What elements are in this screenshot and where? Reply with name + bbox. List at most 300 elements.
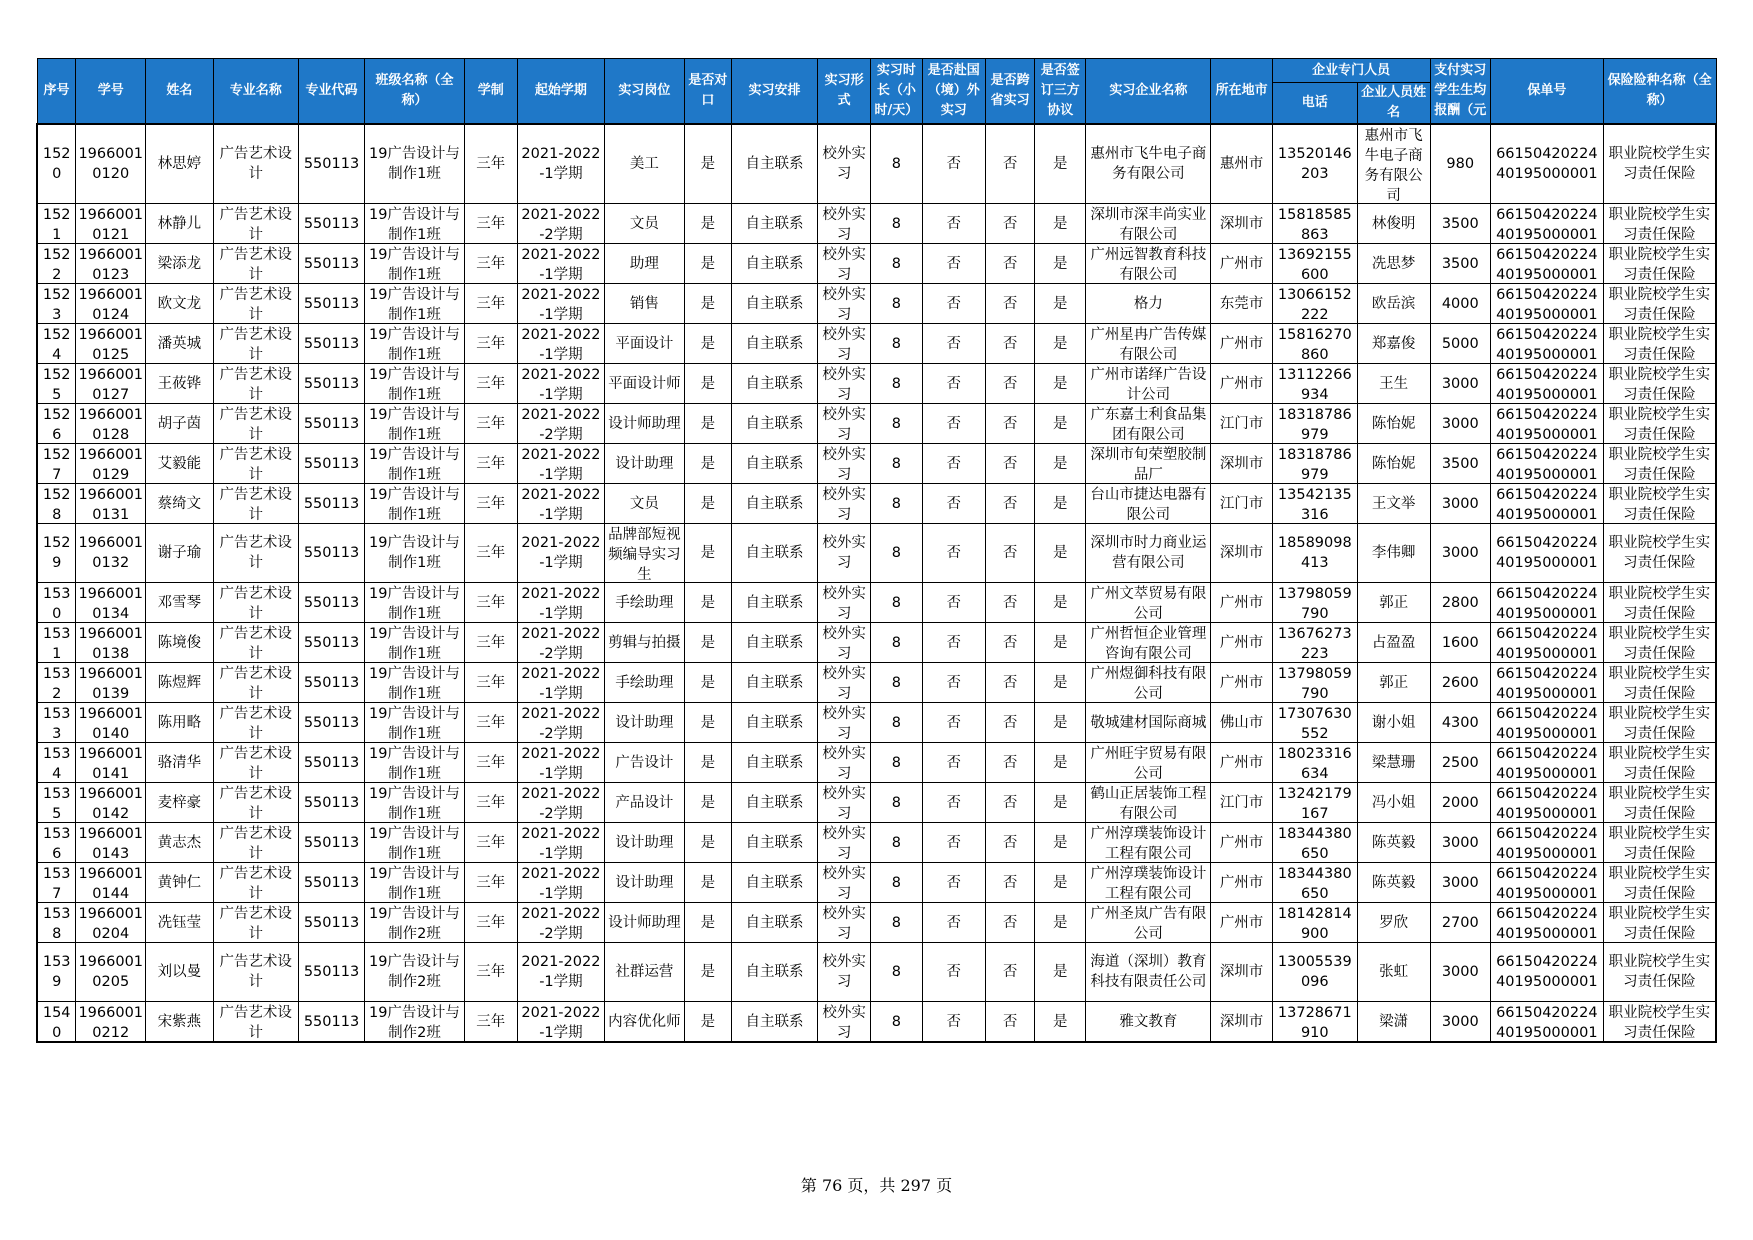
cell-position-text: 设计助理 — [615, 834, 674, 851]
cell-agreement — [1035, 663, 1086, 703]
cell-position — [604, 524, 684, 583]
cell-insurance-text: 职业院校学生实习责任保险 — [1608, 1004, 1711, 1041]
cell-cross-province — [986, 284, 1035, 324]
cell-arrangement-text: 自主联系 — [745, 964, 804, 980]
cell-cross-province — [986, 444, 1035, 484]
cell-city — [1211, 324, 1272, 364]
cell-start-term — [517, 823, 604, 863]
cell-policy — [1490, 484, 1603, 524]
cell-major-code-text: 550113 — [303, 964, 360, 980]
cell-arrangement-text: 自主联系 — [745, 156, 804, 172]
cell-policy-text: 6615042022440195000001 — [1496, 865, 1598, 902]
cell-phone-text: 13005539096 — [1277, 954, 1352, 990]
cell-insurance-text: 职业院校学生实习责任保险 — [1608, 625, 1711, 662]
cell-major-code-text: 550113 — [303, 255, 360, 272]
cell-class — [365, 863, 464, 903]
cell-phone-text: 18142814900 — [1277, 905, 1352, 942]
cell-city — [1211, 663, 1272, 703]
cell-city-text: 江门市 — [1219, 495, 1264, 512]
cell-hours-text: 8 — [891, 914, 901, 931]
table-row — [37, 703, 1716, 743]
cell-pay-text: 3000 — [1441, 495, 1479, 512]
cell-duration-text: 三年 — [476, 545, 506, 561]
cell-company — [1086, 903, 1211, 943]
cell-student-id — [76, 703, 146, 743]
cell-phone-text: 13112266934 — [1277, 366, 1352, 403]
cell-abroad-text: 否 — [946, 495, 961, 512]
cell-student-id-text: 19660010204 — [78, 905, 144, 942]
cell-class — [365, 583, 464, 623]
cell-hours — [871, 703, 922, 743]
cell-agreement-text: 是 — [1053, 794, 1068, 811]
cell-contact — [1357, 484, 1430, 524]
cell-student-id — [76, 783, 146, 823]
cell-city — [1211, 703, 1272, 743]
cell-policy-text: 6615042022440195000001 — [1496, 486, 1598, 523]
cell-arrangement-text: 自主联系 — [745, 674, 804, 691]
cell-start-term — [517, 663, 604, 703]
cell-major-code — [298, 484, 365, 524]
cell-name — [146, 444, 214, 484]
cell-hours-text: 8 — [891, 964, 901, 980]
cell-cross-province — [986, 583, 1035, 623]
cell-duration — [464, 1002, 517, 1043]
cell-company — [1086, 484, 1211, 524]
cell-city — [1211, 1002, 1272, 1043]
cell-insurance — [1603, 444, 1716, 484]
cell-start-term-text: 2021-2022-1学期 — [521, 1004, 601, 1041]
cell-matched-text: 是 — [700, 295, 716, 312]
cell-major-text: 广告艺术设计 — [219, 206, 292, 243]
cell-major — [213, 284, 298, 324]
header-student-id: 学号 — [76, 59, 146, 125]
cell-agreement-text: 是 — [1053, 545, 1068, 561]
cell-student-id — [76, 284, 146, 324]
header-duration: 学制 — [464, 59, 517, 125]
cell-insurance-text: 职业院校学生实习责任保险 — [1608, 486, 1711, 523]
cell-insurance — [1603, 124, 1716, 204]
cell-policy — [1490, 204, 1603, 244]
cell-agreement-text: 是 — [1053, 375, 1068, 392]
cell-phone — [1272, 484, 1357, 524]
cell-position-text: 内容优化师 — [608, 1013, 681, 1030]
cell-hours-text: 8 — [891, 834, 901, 851]
cell-matched — [684, 623, 731, 663]
cell-name-text: 林思婷 — [157, 156, 202, 172]
cell-arrangement-text: 自主联系 — [745, 714, 804, 731]
cell-abroad-text: 否 — [946, 375, 961, 392]
cell-form — [818, 124, 871, 204]
cell-student-id — [76, 204, 146, 244]
cell-company-text: 广东嘉士利食品集团有限公司 — [1090, 406, 1207, 443]
cell-position — [604, 743, 684, 783]
cell-seq-text: 1534 — [42, 745, 71, 782]
cell-abroad-text: 否 — [946, 1013, 961, 1030]
cell-policy — [1490, 124, 1603, 204]
cell-name — [146, 524, 214, 583]
cell-name — [146, 903, 214, 943]
cell-name-text: 陈境俊 — [157, 634, 202, 651]
table-row — [37, 583, 1716, 623]
cell-duration-text: 三年 — [476, 834, 506, 851]
cell-name-text: 王莜铧 — [157, 375, 202, 392]
cell-arrangement-text: 自主联系 — [745, 495, 804, 512]
cell-city — [1211, 863, 1272, 903]
cell-policy — [1490, 284, 1603, 324]
cell-cross-province — [986, 703, 1035, 743]
cell-pay-text: 2500 — [1441, 754, 1479, 771]
cell-student-id-text: 19660010143 — [78, 825, 144, 862]
cell-start-term-text: 2021-2022-2学期 — [521, 705, 601, 742]
cell-agreement — [1035, 404, 1086, 444]
table-row — [37, 404, 1716, 444]
cell-arrangement-text: 自主联系 — [745, 914, 804, 931]
cell-contact-text: 郑嘉俊 — [1371, 335, 1416, 352]
cell-hours — [871, 783, 922, 823]
cell-policy — [1490, 663, 1603, 703]
cell-contact — [1357, 524, 1430, 583]
cell-start-term — [517, 903, 604, 943]
cell-position-text: 品牌部短视频编导实习生 — [608, 526, 681, 582]
cell-position — [604, 124, 684, 204]
cell-duration-text: 三年 — [476, 255, 506, 272]
cell-pay-text: 3500 — [1441, 215, 1479, 232]
cell-seq-text: 1521 — [42, 206, 71, 243]
cell-form — [818, 863, 871, 903]
cell-cross-province — [986, 943, 1035, 1002]
cell-class — [365, 783, 464, 823]
cell-form — [818, 244, 871, 284]
cell-hours-text: 8 — [891, 335, 901, 352]
cell-major-code — [298, 204, 365, 244]
cell-student-id-text: 19660010142 — [78, 785, 144, 822]
cell-contact-text: 郭正 — [1379, 674, 1409, 691]
cell-major-text: 广告艺术设计 — [219, 954, 292, 990]
cell-major-code-text: 550113 — [303, 335, 360, 352]
cell-start-term — [517, 943, 604, 1002]
cell-student-id-text: 19660010127 — [78, 366, 144, 403]
cell-abroad-text: 否 — [946, 455, 961, 472]
cell-hours-text: 8 — [891, 295, 901, 312]
cell-cross-province-text: 否 — [1002, 874, 1018, 891]
cell-city — [1211, 444, 1272, 484]
cell-hours — [871, 364, 922, 404]
cell-company — [1086, 124, 1211, 204]
cell-student-id — [76, 484, 146, 524]
cell-seq-text: 1523 — [42, 286, 71, 323]
cell-duration — [464, 583, 517, 623]
cell-cross-province-text: 否 — [1002, 674, 1018, 691]
cell-class-text: 19广告设计与制作1班 — [368, 625, 460, 662]
cell-cross-province-text: 否 — [1002, 215, 1018, 232]
cell-city — [1211, 364, 1272, 404]
cell-hours — [871, 444, 922, 484]
cell-duration — [464, 623, 517, 663]
cell-abroad — [922, 903, 986, 943]
cell-phone-text: 18318786979 — [1277, 406, 1352, 443]
cell-name — [146, 404, 214, 444]
cell-agreement — [1035, 324, 1086, 364]
cell-phone-text: 15818585863 — [1277, 206, 1352, 243]
cell-phone-text: 13066152222 — [1277, 286, 1352, 323]
header-pay: 支付实习学生生均报酬（元 — [1430, 59, 1490, 125]
cell-insurance-text: 职业院校学生实习责任保险 — [1608, 705, 1711, 742]
cell-city-text: 广州市 — [1219, 754, 1264, 771]
cell-class-text: 19广告设计与制作2班 — [368, 905, 460, 942]
cell-pay — [1430, 743, 1490, 783]
cell-student-id — [76, 903, 146, 943]
cell-city-text: 江门市 — [1219, 794, 1264, 811]
cell-arrangement-text: 自主联系 — [745, 794, 804, 811]
cell-student-id-text: 19660010129 — [78, 446, 144, 483]
cell-class — [365, 484, 464, 524]
cell-insurance-text: 职业院校学生实习责任保险 — [1608, 905, 1711, 942]
cell-policy-text: 6615042022440195000001 — [1496, 905, 1598, 942]
cell-student-id — [76, 324, 146, 364]
cell-major — [213, 244, 298, 284]
cell-policy-text: 6615042022440195000001 — [1496, 206, 1598, 243]
cell-name — [146, 484, 214, 524]
cell-hours-text: 8 — [891, 215, 901, 232]
cell-position-text: 美工 — [629, 156, 659, 172]
cell-matched — [684, 484, 731, 524]
cell-cross-province-text: 否 — [1002, 415, 1018, 432]
cell-company-text: 广州圣岚广告有限公司 — [1090, 905, 1207, 942]
cell-class-text: 19广告设计与制作1班 — [368, 665, 460, 702]
cell-position — [604, 863, 684, 903]
cell-seq — [37, 244, 76, 284]
cell-cross-province — [986, 524, 1035, 583]
cell-matched — [684, 903, 731, 943]
cell-start-term — [517, 244, 604, 284]
cell-contact-text: 谢小姐 — [1371, 714, 1416, 731]
cell-insurance — [1603, 903, 1716, 943]
cell-name — [146, 1002, 214, 1043]
cell-position — [604, 364, 684, 404]
cell-hours — [871, 623, 922, 663]
cell-form — [818, 444, 871, 484]
cell-cross-province — [986, 364, 1035, 404]
cell-agreement-text: 是 — [1053, 964, 1068, 980]
cell-arrangement-text: 自主联系 — [745, 215, 804, 232]
cell-form-text: 校外实习 — [822, 905, 866, 942]
cell-contact — [1357, 364, 1430, 404]
cell-name — [146, 623, 214, 663]
cell-student-id-text: 19660010120 — [78, 146, 144, 182]
cell-position — [604, 823, 684, 863]
cell-cross-province — [986, 863, 1035, 903]
cell-company-text: 深圳市时力商业运营有限公司 — [1090, 535, 1207, 571]
cell-city-text: 广州市 — [1219, 594, 1264, 611]
cell-hours-text: 8 — [891, 714, 901, 731]
cell-policy — [1490, 444, 1603, 484]
cell-pay-text: 3000 — [1441, 964, 1479, 980]
cell-matched — [684, 364, 731, 404]
cell-arrangement — [731, 823, 817, 863]
cell-student-id-text: 19660010121 — [78, 206, 144, 243]
cell-name-text: 骆清华 — [157, 754, 202, 771]
cell-contact-text: 梁慧珊 — [1371, 754, 1416, 771]
cell-major-code-text: 550113 — [303, 375, 360, 392]
cell-contact-text: 冯小姐 — [1371, 794, 1416, 811]
cell-major-code-text: 550113 — [303, 634, 360, 651]
cell-form — [818, 404, 871, 444]
cell-agreement-text: 是 — [1053, 754, 1068, 771]
cell-company-text: 深圳市深丰尚实业有限公司 — [1090, 206, 1207, 243]
cell-pay-text: 2600 — [1441, 674, 1479, 691]
cell-seq-text: 1533 — [42, 705, 71, 742]
cell-name-text: 蔡绮文 — [157, 495, 202, 512]
cell-agreement-text: 是 — [1053, 714, 1068, 731]
cell-agreement — [1035, 284, 1086, 324]
cell-hours — [871, 583, 922, 623]
cell-abroad — [922, 324, 986, 364]
cell-seq-text: 1535 — [42, 785, 71, 822]
cell-name-text: 胡子茵 — [157, 415, 202, 432]
cell-name-text: 欧文龙 — [157, 295, 202, 312]
table-row — [37, 943, 1716, 1002]
cell-class-text: 19广告设计与制作1班 — [368, 865, 460, 902]
cell-city — [1211, 743, 1272, 783]
cell-major-code-text: 550113 — [303, 794, 360, 811]
cell-form-text: 校外实习 — [822, 705, 866, 742]
cell-matched — [684, 703, 731, 743]
cell-class — [365, 324, 464, 364]
cell-matched-text: 是 — [700, 964, 716, 980]
cell-pay — [1430, 124, 1490, 204]
cell-agreement — [1035, 783, 1086, 823]
cell-name — [146, 204, 214, 244]
cell-insurance-text: 职业院校学生实习责任保险 — [1608, 865, 1711, 902]
cell-contact-text: 陈英毅 — [1371, 874, 1416, 891]
header-major-code: 专业代码 — [298, 59, 365, 125]
cell-abroad-text: 否 — [946, 295, 961, 312]
cell-start-term-text: 2021-2022-1学期 — [521, 446, 601, 483]
cell-duration-text: 三年 — [476, 495, 506, 512]
cell-contact — [1357, 623, 1430, 663]
cell-major-code — [298, 284, 365, 324]
cell-name — [146, 663, 214, 703]
cell-pay — [1430, 823, 1490, 863]
header-seq: 序号 — [37, 59, 76, 125]
cell-form-text: 校外实习 — [822, 206, 866, 243]
cell-phone — [1272, 663, 1357, 703]
cell-matched — [684, 244, 731, 284]
cell-start-term-text: 2021-2022-1学期 — [521, 486, 601, 523]
cell-contact-text: 欧岳滨 — [1371, 295, 1416, 312]
cell-student-id — [76, 404, 146, 444]
cell-phone — [1272, 244, 1357, 284]
cell-company-text: 广州淳璞装饰设计工程有限公司 — [1090, 865, 1207, 902]
cell-hours-text: 8 — [891, 455, 901, 472]
cell-policy-text: 6615042022440195000001 — [1496, 825, 1598, 862]
cell-duration — [464, 124, 517, 204]
cell-phone — [1272, 783, 1357, 823]
cell-phone — [1272, 284, 1357, 324]
cell-duration-text: 三年 — [476, 964, 506, 980]
cell-company — [1086, 583, 1211, 623]
cell-class-text: 19广告设计与制作1班 — [368, 406, 460, 443]
cell-start-term-text: 2021-2022-1学期 — [521, 286, 601, 323]
cell-form-text: 校外实习 — [822, 785, 866, 822]
cell-insurance — [1603, 743, 1716, 783]
cell-abroad-text: 否 — [946, 834, 961, 851]
header-cross-province: 是否跨省实习 — [986, 59, 1035, 125]
cell-abroad-text: 否 — [946, 874, 961, 891]
cell-hours — [871, 404, 922, 444]
cell-class — [365, 1002, 464, 1043]
cell-position-text: 手绘助理 — [615, 674, 674, 691]
cell-class — [365, 524, 464, 583]
cell-policy — [1490, 783, 1603, 823]
cell-company — [1086, 284, 1211, 324]
cell-pay — [1430, 484, 1490, 524]
cell-start-term-text: 2021-2022-2学期 — [521, 206, 601, 243]
cell-pay — [1430, 364, 1490, 404]
cell-start-term — [517, 524, 604, 583]
cell-cross-province-text: 否 — [1002, 495, 1018, 512]
cell-company-text: 惠州市飞牛电子商务有限公司 — [1090, 146, 1207, 182]
cell-cross-province — [986, 124, 1035, 204]
cell-abroad-text: 否 — [946, 674, 961, 691]
cell-name — [146, 703, 214, 743]
cell-city — [1211, 623, 1272, 663]
cell-abroad-text: 否 — [946, 634, 961, 651]
cell-cross-province-text: 否 — [1002, 455, 1018, 472]
cell-position — [604, 204, 684, 244]
cell-pay — [1430, 863, 1490, 903]
cell-arrangement-text: 自主联系 — [745, 754, 804, 771]
cell-seq — [37, 1002, 76, 1043]
cell-major-code — [298, 823, 365, 863]
cell-form — [818, 703, 871, 743]
table-row — [37, 324, 1716, 364]
cell-abroad — [922, 124, 986, 204]
cell-major — [213, 783, 298, 823]
cell-matched — [684, 524, 731, 583]
cell-duration-text: 三年 — [476, 714, 506, 731]
cell-company-text: 广州远智教育科技有限公司 — [1090, 246, 1207, 283]
cell-form-text: 校外实习 — [822, 486, 866, 523]
table-row — [37, 524, 1716, 583]
cell-pay-text: 3000 — [1441, 1013, 1479, 1030]
cell-insurance-text: 职业院校学生实习责任保险 — [1608, 206, 1711, 243]
cell-class — [365, 743, 464, 783]
cell-hours — [871, 1002, 922, 1043]
cell-class — [365, 284, 464, 324]
cell-contact-text: 惠州市飞牛电子商务有限公司 — [1364, 127, 1423, 203]
cell-arrangement — [731, 943, 817, 1002]
cell-company-text: 广州星冉广告传媒有限公司 — [1090, 326, 1207, 363]
cell-class — [365, 204, 464, 244]
cell-contact — [1357, 663, 1430, 703]
cell-pay-text: 3500 — [1441, 255, 1479, 272]
cell-major-code — [298, 524, 365, 583]
cell-student-id — [76, 823, 146, 863]
cell-policy — [1490, 1002, 1603, 1043]
cell-seq-text: 1528 — [42, 486, 71, 523]
cell-phone-text: 18344380650 — [1277, 865, 1352, 902]
cell-arrangement-text: 自主联系 — [745, 335, 804, 352]
cell-cross-province-text: 否 — [1002, 255, 1018, 272]
cell-cross-province — [986, 204, 1035, 244]
cell-policy-text: 6615042022440195000001 — [1496, 366, 1598, 403]
cell-company — [1086, 204, 1211, 244]
table-row — [37, 663, 1716, 703]
cell-position — [604, 444, 684, 484]
cell-student-id-text: 19660010212 — [78, 1004, 144, 1041]
cell-duration-text: 三年 — [476, 375, 506, 392]
